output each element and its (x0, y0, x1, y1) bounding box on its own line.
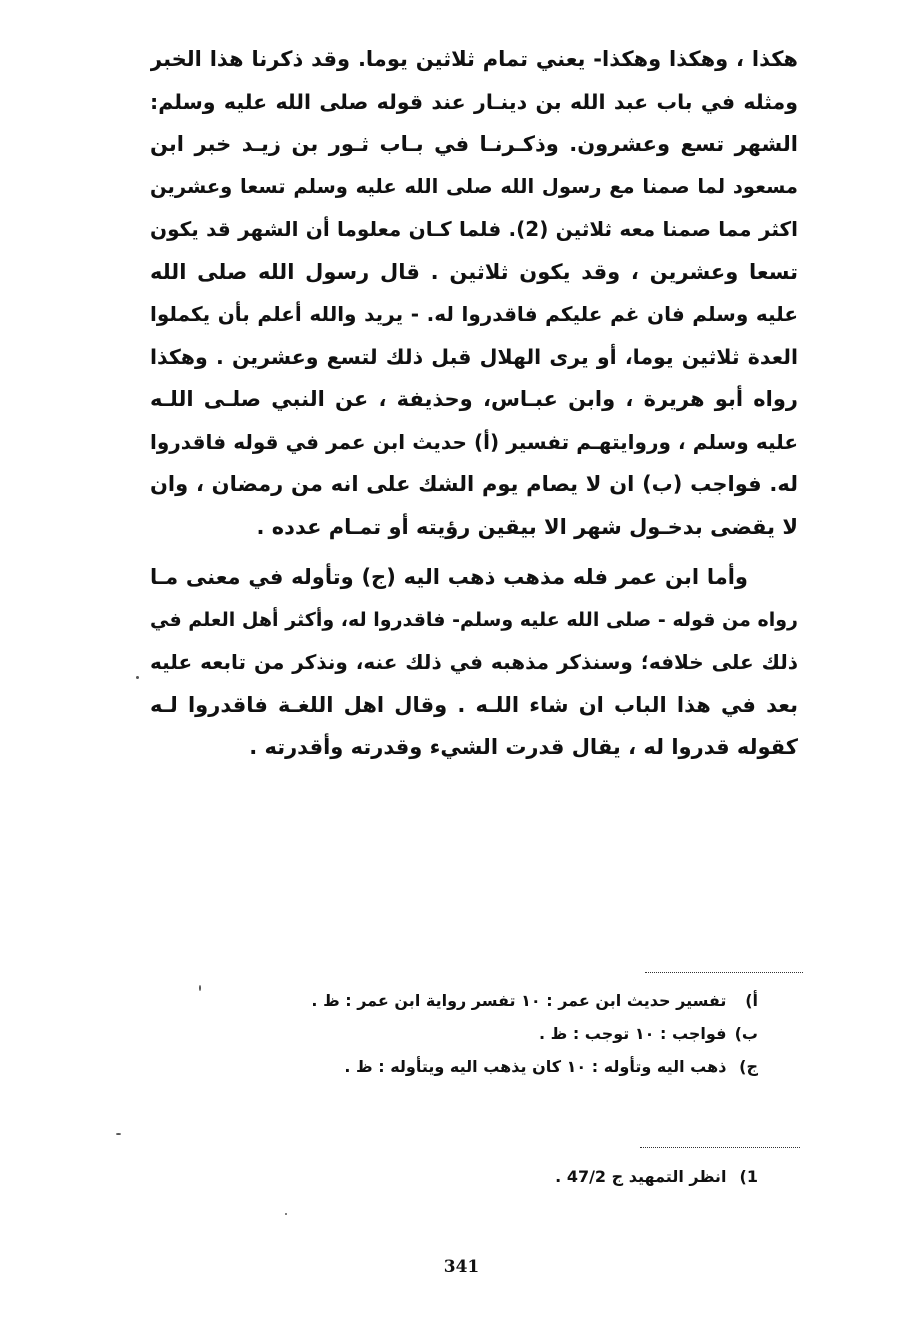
text-line: بعد في هذا الباب ان شاء اللـه . وقال اهل اللغـة فاقدروا لـه (150, 692, 798, 717)
scan-speck (136, 676, 139, 679)
text-line: هكذا ، وهكذا وهكذا- يعني تمام ثلاثين يوما. وقد ذكرنا هذا الخبر (150, 47, 798, 71)
text-line: عليه وسلم ، وروايتهـم تفسير (أ) حديث ابن عمر في قوله فاقدروا (150, 429, 798, 454)
text-line: عليه وسلم فان غم عليكم فاقدروا له. - يريد والله أعلم بأن يكملوا (150, 302, 798, 326)
page-number: 341 (443, 1257, 480, 1277)
paragraph-2 (150, 556, 798, 769)
footnote-marker: أ) (745, 991, 758, 1010)
footnote-marker: ج) (739, 1057, 758, 1076)
footnote-marker: 1) (739, 1167, 758, 1186)
footnote-text: تفسير حديث ابن عمر : ١٠ تفسر رواية ابن عمر : ظ . (311, 991, 727, 1010)
text-line: له. فواجب (ب) ان لا يصام يوم الشك على انه من رمضان ، وان (150, 472, 798, 496)
text-line: تسعا وعشرين ، وقد يكون ثلاثين . قال رسول الله صلى الله (150, 259, 798, 284)
text-line: ذلك على خلافه؛ وسنذكر مذهبه في ذلك عنه، ونذكر من تابعه عليه (150, 650, 798, 674)
reference-notes (555, 1160, 758, 1193)
footnote-text: انظر التمهيد ج 47/2 . (555, 1167, 727, 1186)
paragraph-gap (150, 548, 798, 556)
footnote-separator-variants (645, 972, 803, 973)
text-line: اكثر مما صمنا معه ثلاثين (2). فلما كـان معلوما أن الشهر قد يكون (150, 217, 798, 241)
footnote-marker: ب) (734, 1024, 758, 1043)
footnote (311, 984, 758, 1017)
scan-speck (285, 1213, 287, 1215)
footnote-text: ذهب اليه وتأوله : ١٠ كان يذهب اليه ويتأوله : ظ . (344, 1057, 727, 1076)
text-line: مسعود لما صمنا مع رسول الله صلى الله عليه وسلم تسعا وعشرين (150, 174, 798, 198)
text-line: كقوله قدروا له ، يقال قدرت الشيء وقدرته وأقدرته . (249, 735, 798, 759)
footnote-separator-references (640, 1147, 800, 1148)
paragraph-1 (150, 38, 798, 548)
text-line: الشهر تسع وعشرون. وذكـرنـا في بـاب ثـور بن زيـد خبر ابن (150, 132, 798, 156)
text-line: العدة ثلاثين يوما، أو يرى الهلال قبل ذلك لتسع وعشرين . وهكذا (150, 344, 798, 369)
text-line: وأما ابن عمر فله مذهب ذهب اليه (ج) وتأوله في معنى مـا (150, 565, 748, 589)
text-line: ومثله في باب عبد الله بن دينـار عند قوله صلى الله عليه وسلم: (150, 89, 798, 114)
text-line: رواه من قوله - صلى الله عليه وسلم- فاقدروا له، وأكثر أهل العلم في (150, 608, 798, 631)
footnote (311, 1050, 758, 1083)
main-text (150, 38, 798, 769)
footnote-text: فواجب : ١٠ توجب : ظ . (539, 1024, 727, 1043)
variant-notes (311, 984, 758, 1083)
scan-speck (116, 1133, 121, 1135)
footnote (311, 1017, 758, 1050)
footnote (555, 1160, 758, 1193)
scan-speck (199, 985, 201, 991)
text-line: رواه أبو هريرة ، وابن عبـاس، وحذيفة ، عن النبي صلـى اللـه (150, 387, 798, 411)
text-line: لا يقضى بدخـول شهر الا بيقين رؤيته أو تمـام عدده . (256, 514, 798, 539)
